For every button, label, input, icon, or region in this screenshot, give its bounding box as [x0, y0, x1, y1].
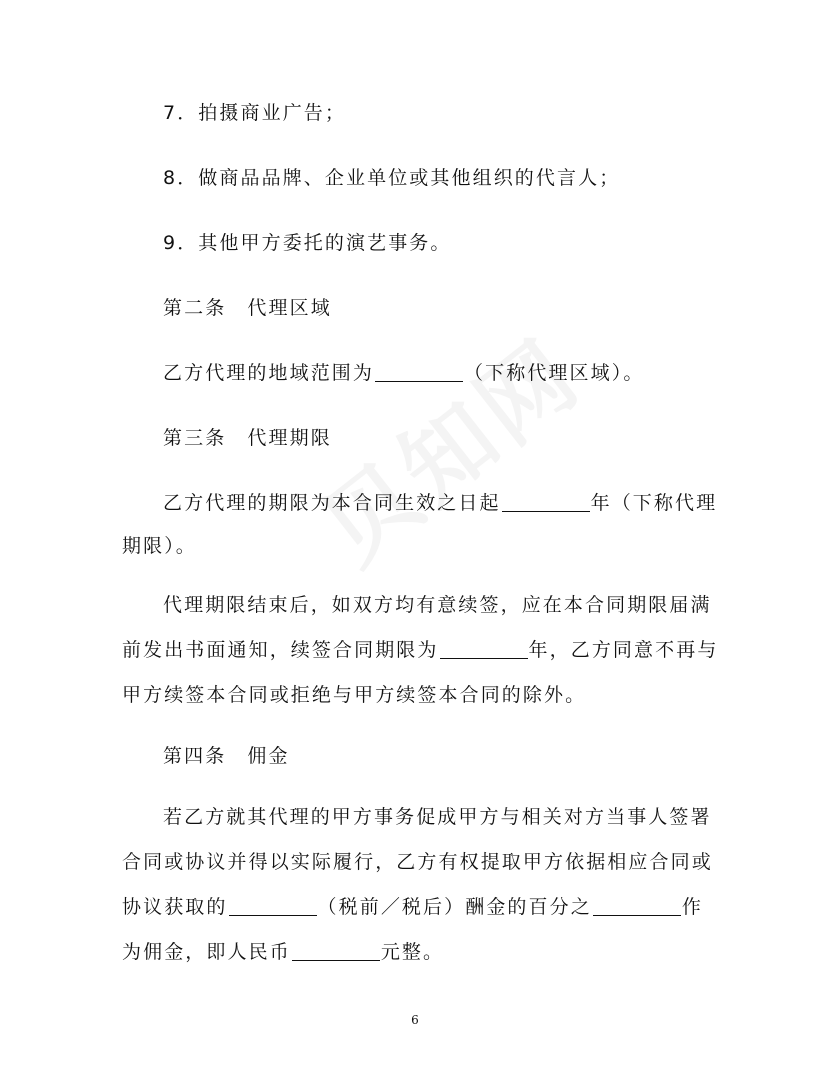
article-4-line-1: 若乙方就其代理的甲方事务促成甲方与相关对方当事人签署	[163, 806, 712, 828]
article-3-heading: 第三条 代理期限	[163, 427, 332, 449]
blank-renewal-years	[440, 638, 528, 659]
item-9: 9．其他甲方委托的演艺事务。	[163, 232, 452, 254]
article-2-heading: 第二条 代理区域	[163, 297, 332, 319]
blank-fee-basis	[229, 895, 317, 916]
item-7: 7．拍摄商业广告；	[163, 102, 346, 124]
article-3-paragraph-2-line-2	[122, 638, 718, 662]
article-3-paragraph-1-line-2: 期限）。	[122, 535, 197, 557]
blank-amount	[292, 940, 380, 961]
text: 元整。	[380, 941, 445, 963]
article-3-paragraph-2-line-1: 代理期限结束后，如双方均有意续签，应在本合同期限届满	[163, 594, 712, 616]
article-2-paragraph	[163, 361, 644, 385]
text: 前发出书面通知，续签合同期限为	[122, 639, 439, 661]
text: 乙方代理的期限为本合同生效之日起	[163, 492, 501, 514]
blank-region	[375, 361, 463, 382]
text: 乙方代理的地域范围为	[163, 362, 375, 384]
text: 年（下称代理	[590, 492, 718, 514]
article-4-line-2: 合同或协议并得以实际履行，乙方有权提取甲方依据相应合同或	[122, 851, 713, 873]
text: 年，乙方同意不再与	[528, 639, 719, 661]
page-number: 6	[411, 1013, 419, 1027]
article-3-paragraph-1-line-1	[163, 491, 717, 515]
article-4-heading: 第四条 佣金	[163, 745, 290, 767]
text: 协议获取的	[122, 896, 228, 918]
blank-years	[502, 491, 590, 512]
item-8: 8．做商品品牌、企业单位或其他组织的代言人；	[163, 167, 621, 189]
text: 作	[681, 896, 703, 918]
article-3-paragraph-2-line-3: 甲方续签本合同或拒绝与甲方续签本合同的除外。	[122, 684, 587, 706]
article-4-line-3	[122, 895, 703, 919]
watermark	[291, 303, 604, 588]
text: （下称代理区域）。	[464, 362, 645, 384]
blank-percentage	[593, 895, 681, 916]
text: （税前／税后）酬金的百分之	[317, 896, 592, 918]
article-4-line-4	[122, 940, 444, 964]
text: 为佣金，即人民币	[122, 941, 291, 963]
